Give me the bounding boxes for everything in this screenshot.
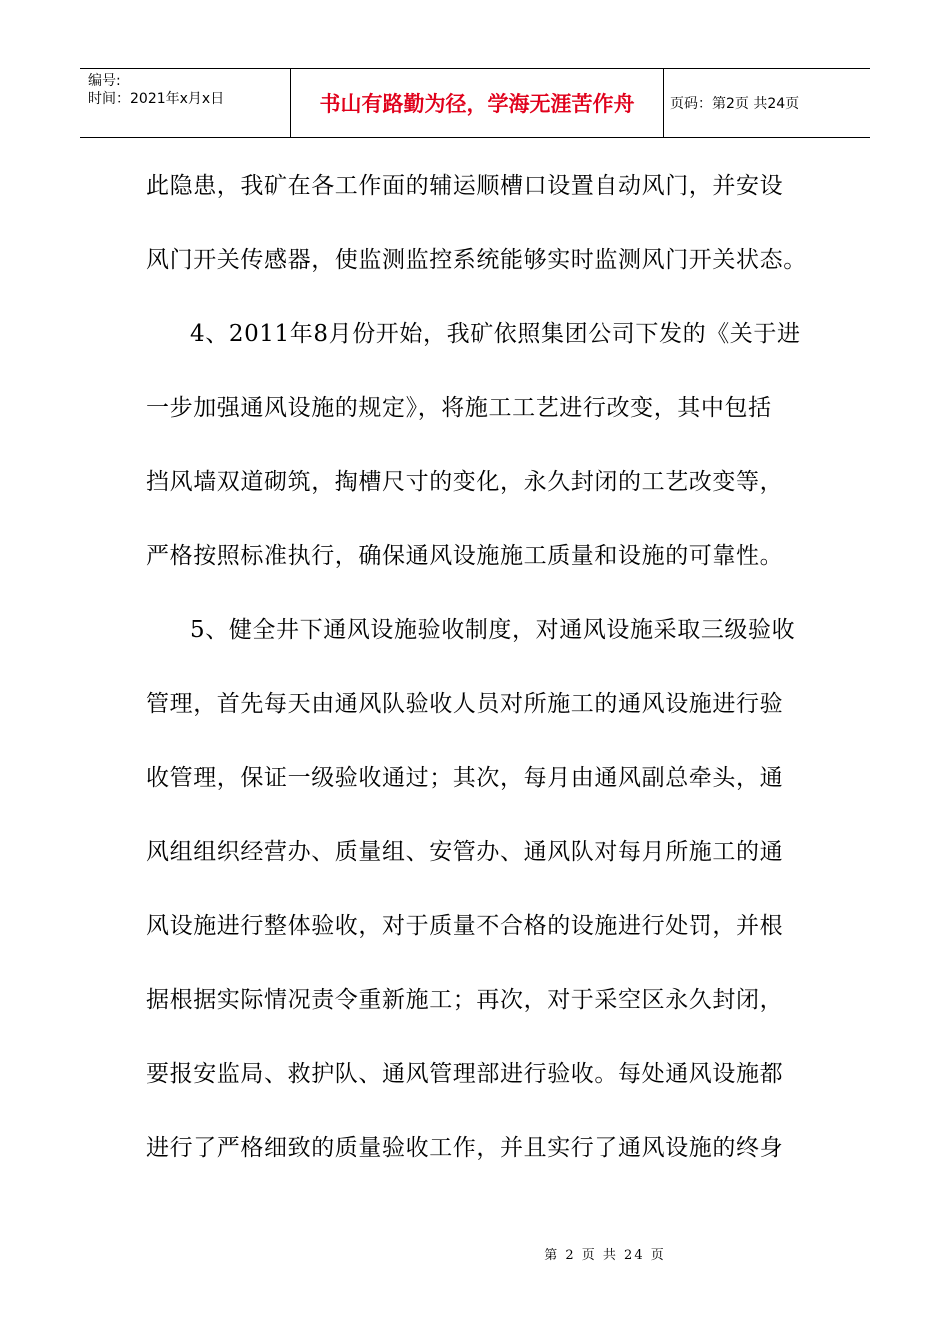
- body-line: 要报安监局、救护队、通风管理部进行验收。每处通风设施都: [146, 1061, 784, 1087]
- body-line: 管理，首先每天由通风队验收人员对所施工的通风设施进行验: [146, 691, 784, 717]
- header-page-info: 页码：第2页 共24页: [670, 96, 800, 112]
- body-line: 进行了严格细致的质量验收工作，并且实行了通风设施的终身: [146, 1135, 784, 1161]
- body-line: 据根据实际情况责令重新施工；再次，对于采空区永久封闭，: [146, 987, 784, 1013]
- body-line: 一步加强通风设施的规定》，将施工工艺进行改变，其中包括: [146, 395, 772, 421]
- body-line: 严格按照标准执行，确保通风设施施工质量和设施的可靠性。: [146, 543, 784, 569]
- body-line: 收管理，保证一级验收通过；其次，每月由通风副总牵头，通: [146, 765, 784, 791]
- body-line: 4、2011年8月份开始，我矿依照集团公司下发的《关于进: [190, 321, 801, 347]
- body-line: 风门开关传感器，使监测监控系统能够实时监测风门开关状态。: [146, 247, 807, 273]
- document-number-label: 编号:: [88, 73, 121, 89]
- body-line: 挡风墙双道砌筑，掏槽尺寸的变化，永久封闭的工艺改变等，: [146, 469, 784, 495]
- body-line: 风组组织经营办、质量组、安管办、通风队对每月所施工的通: [146, 839, 784, 865]
- document-date: 时间：2021年x月x日: [88, 91, 225, 107]
- body-line: 此隐患，我矿在各工作面的辅运顺槽口设置自动风门，并安设: [146, 173, 784, 199]
- body-line: 5、健全井下通风设施验收制度，对通风设施采取三级验收: [190, 617, 796, 643]
- page-header: [80, 68, 870, 138]
- header-meta: [80, 69, 291, 137]
- body-line: 风设施进行整体验收，对于质量不合格的设施进行处罚，并根: [146, 913, 784, 939]
- page-footer: 第 2 页 共 24 页: [544, 1248, 666, 1263]
- header-motto: 书山有路勤为径，学海无涯苦作舟: [291, 69, 664, 137]
